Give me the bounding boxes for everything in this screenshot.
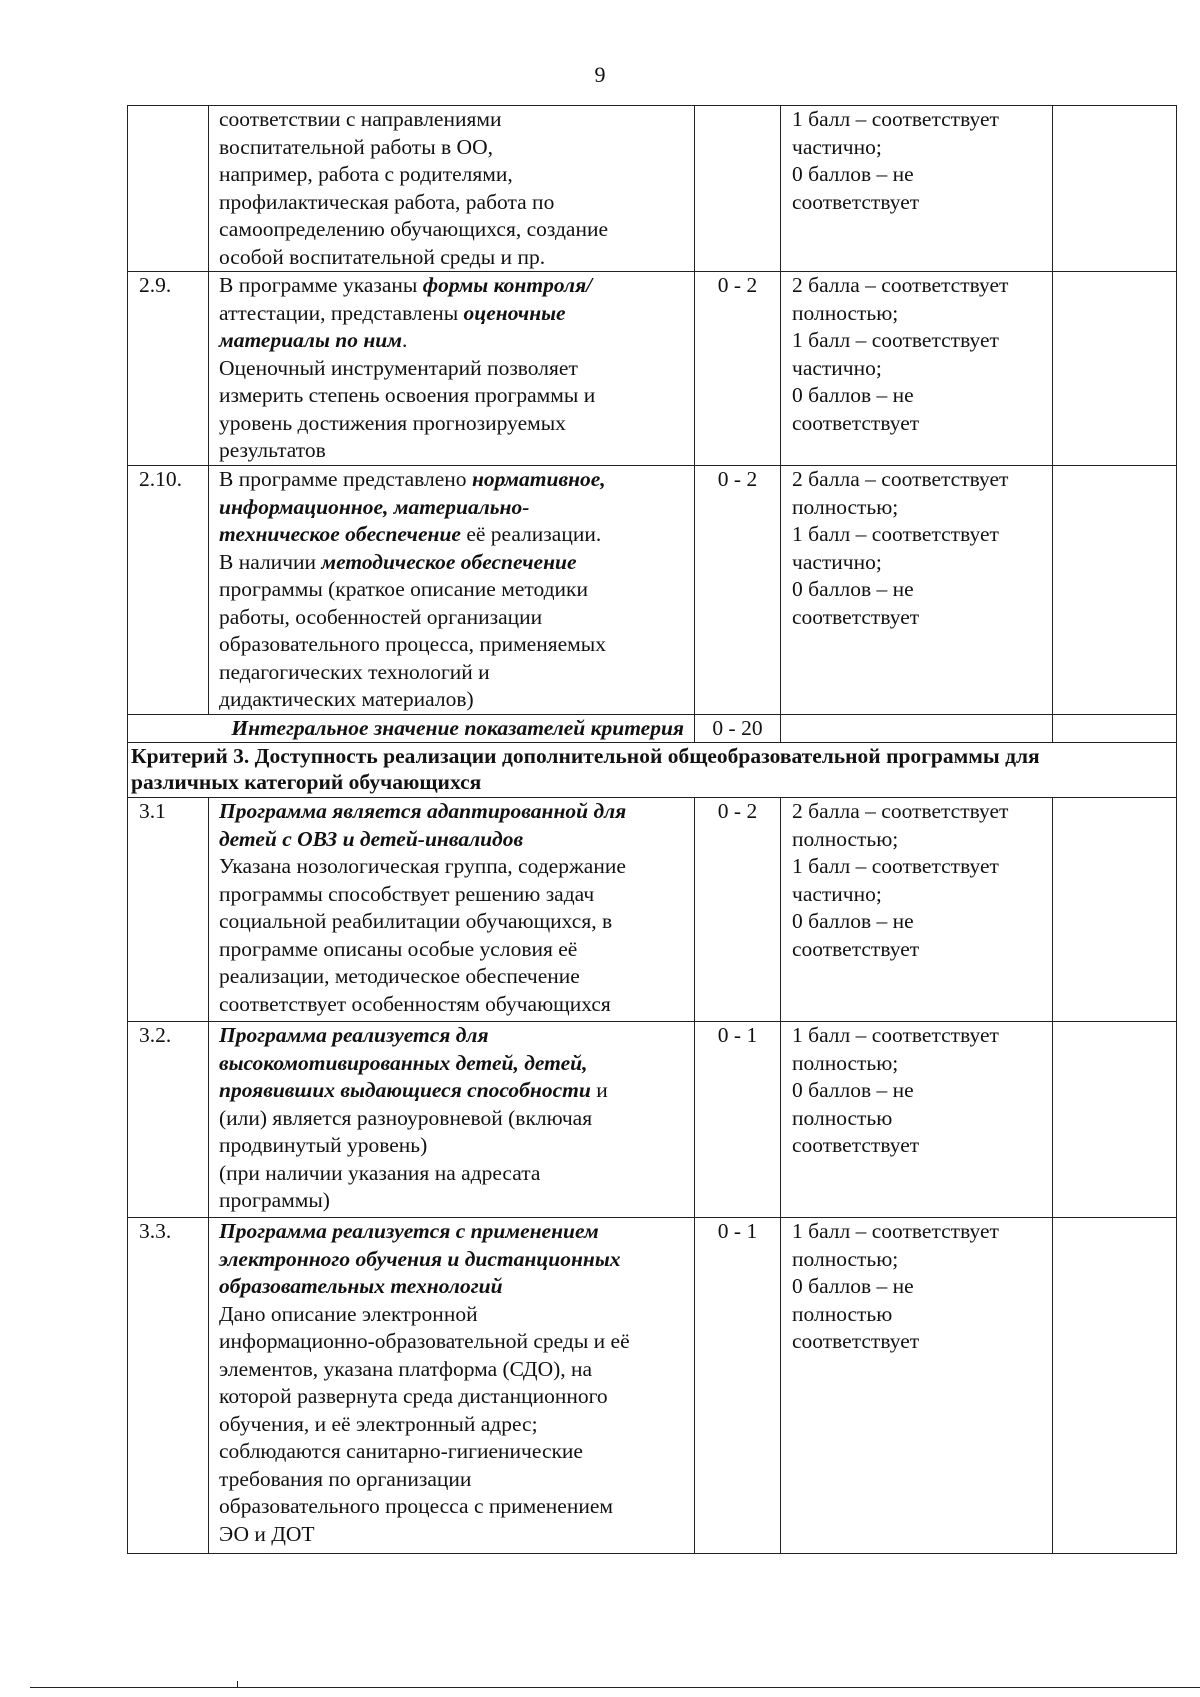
text-run: В наличии (219, 549, 322, 574)
row-number-cell: 3.1 (128, 798, 209, 1022)
section-heading (128, 743, 1177, 798)
emphasis-text: проявивших выдающиеся способности (219, 1078, 591, 1102)
criteria-line: 1 балл – соответствует (792, 854, 999, 878)
criteria-line: 2 балла – соответствует (792, 799, 1009, 823)
row-number-cell: 2.10. (128, 466, 209, 715)
criteria-line: 0 баллов – не (792, 1274, 914, 1298)
criteria-line: 1 балл – соответствует (792, 107, 999, 131)
text-run: её реализации. (460, 522, 602, 546)
row-number-cell: 3.2. (128, 1022, 209, 1218)
expert-score-cell (1053, 1022, 1177, 1218)
page-number: 9 (594, 62, 606, 87)
criteria-line: соответствует (792, 1329, 920, 1353)
table-row (128, 1218, 1177, 1554)
criteria-line: соответствует (792, 189, 920, 214)
description-line: детей с ОВЗ и детей-инвалидов (219, 826, 524, 851)
description-line: Дано описание электронной (219, 1301, 478, 1326)
criteria-line: частично; (792, 881, 882, 906)
section-header-row (128, 743, 1177, 798)
total-row (128, 714, 1177, 743)
indicator-description (209, 798, 695, 1022)
emphasis-text: оценочные (463, 300, 566, 325)
description-line (219, 272, 684, 300)
criteria-line: 2 балла – соответствует (792, 273, 1009, 297)
description-line (219, 327, 684, 355)
score-range (695, 106, 781, 272)
section-heading-line: Критерий 3. Доступность реализации дополнительной общеобразовательной программы для (131, 744, 1040, 768)
criteria-line: соответствует (792, 604, 920, 629)
description-line (219, 549, 684, 577)
description-line: особой воспитательной среды и пр. (219, 244, 546, 269)
description-line: продвинутый уровень) (219, 1133, 428, 1157)
table-row (128, 466, 1177, 715)
description-line: ЭО и ДОТ (219, 1521, 315, 1546)
criteria-line: 2 балла – соответствует (792, 467, 1009, 491)
description-line: (или) является разноуровневой (включая (219, 1105, 593, 1130)
description-line: Оценочный инструментарий позволяет (219, 355, 578, 380)
emphasis-text: нормативное, (471, 467, 606, 491)
total-score-range: 0 - 20 (695, 714, 781, 743)
description-line: реализации, методическое обеспечение (219, 964, 580, 988)
evaluation-table (127, 105, 1177, 1554)
description-line: Указана нозологическая группа, содержание (219, 854, 626, 878)
emphasis-text: техническое обеспечение (219, 522, 461, 546)
criteria-line: 1 балл – соответствует (792, 1023, 999, 1047)
scoring-criteria (781, 466, 1053, 715)
description-line: Программа реализуется для (219, 1023, 489, 1047)
criteria-line: частично; (792, 355, 882, 380)
footer-rule (30, 1687, 1200, 1688)
description-line: работы, особенностей организации (219, 604, 543, 629)
description-line: Программа является адаптированной для (219, 799, 627, 823)
text-run: В программе указаны (219, 273, 423, 297)
criteria-line: 1 балл – соответствует (792, 328, 999, 352)
text-run: и (590, 1078, 608, 1102)
description-line: соответствии с направлениями (219, 107, 502, 131)
emphasis-text: материалы по ним (219, 328, 402, 352)
indicator-description (209, 466, 695, 715)
section-heading-line: различных категорий обучающихся (131, 770, 482, 794)
text-run: аттестации, представлены (219, 300, 464, 325)
indicator-description (209, 1218, 695, 1554)
emphasis-text: методическое обеспечение (321, 549, 577, 574)
score-range: 0 - 2 (695, 798, 781, 1022)
description-line: программы) (219, 1188, 330, 1212)
table-row (128, 272, 1177, 466)
description-line: электронного обучения и дистанционных (219, 1246, 621, 1271)
indicator-description (209, 272, 695, 466)
description-line: информационное, материально- (219, 494, 530, 519)
description-line: например, работа с родителями, (219, 162, 513, 186)
criteria-line: 0 баллов – не (792, 577, 914, 601)
criteria-line: соответствует (792, 1133, 920, 1157)
criteria-line: полностью; (792, 300, 899, 325)
expert-score-cell (1053, 272, 1177, 466)
criteria-line: 0 баллов – не (792, 1078, 914, 1102)
table-row (128, 1022, 1177, 1218)
score-range: 0 - 2 (695, 272, 781, 466)
description-line: профилактическая работа, работа по (219, 189, 555, 214)
criteria-line: полностью (792, 1301, 893, 1326)
indicator-description (209, 106, 695, 272)
expert-score-cell (1053, 1218, 1177, 1554)
criteria-line: 0 баллов – не (792, 909, 914, 933)
description-line: информационно-образовательной среды и её (219, 1329, 630, 1353)
criteria-line: соответствует (792, 936, 920, 961)
description-line: программы способствует решению задач (219, 881, 595, 906)
description-line (219, 1077, 684, 1105)
expert-score-cell (1053, 466, 1177, 715)
row-number-cell: 3.3. (128, 1218, 209, 1554)
description-line: программе описаны особые условия её (219, 936, 578, 961)
criteria-line: 0 баллов – не (792, 162, 914, 186)
expert-score-cell (1053, 106, 1177, 272)
indicator-description (209, 1022, 695, 1218)
row-number-cell: 2.9. (128, 272, 209, 466)
scoring-criteria (781, 798, 1053, 1022)
criteria-line: частично; (792, 549, 882, 574)
description-line: результатов (219, 438, 326, 462)
description-line: уровень достижения прогнозируемых (219, 410, 566, 435)
scoring-criteria (781, 272, 1053, 466)
description-line: (при наличии указания на адресата (219, 1160, 541, 1185)
description-line (219, 466, 684, 494)
criteria-line: полностью; (792, 1050, 899, 1075)
criteria-line: полностью (792, 1105, 893, 1130)
score-range: 0 - 1 (695, 1218, 781, 1554)
description-line: элементов, указана платформа (СДО), на (219, 1356, 593, 1381)
scoring-criteria (781, 1218, 1053, 1554)
table-row (128, 798, 1177, 1022)
score-range: 0 - 2 (695, 466, 781, 715)
description-line: которой развернута среда дистанционного (219, 1384, 608, 1408)
row-number-cell (128, 106, 209, 272)
total-label: Интегральное значение показателей критерия (128, 714, 695, 743)
description-line: высокомотивированных детей, детей, (219, 1050, 588, 1075)
emphasis-text: формы контроля/ (422, 273, 593, 297)
description-line: образовательного процесса с применением (219, 1494, 613, 1518)
description-line: социальной реабилитации обучающихся, в (219, 909, 613, 933)
score-range: 0 - 1 (695, 1022, 781, 1218)
description-line (219, 521, 684, 549)
table-row (128, 106, 1177, 272)
criteria-line: полностью; (792, 826, 899, 851)
criteria-line: 1 балл – соответствует (792, 522, 999, 546)
description-line: требования по организации (219, 1466, 472, 1491)
description-line (219, 300, 684, 328)
text-run: . (401, 328, 408, 352)
scoring-criteria (781, 106, 1053, 272)
description-line: измерить степень освоения программы и (219, 383, 596, 407)
criteria-line: полностью; (792, 494, 899, 519)
total-criteria-cell (781, 714, 1053, 743)
expert-score-cell (1053, 798, 1177, 1022)
description-line: дидактических материалов) (219, 687, 474, 711)
criteria-line: частично; (792, 134, 882, 159)
scoring-criteria (781, 1022, 1053, 1218)
description-line: образовательных технологий (219, 1274, 503, 1298)
description-line: педагогических технологий и (219, 659, 490, 684)
description-line: программы (краткое описание методики (219, 577, 588, 601)
text-run: В программе представлено (219, 467, 472, 491)
description-line: самоопределению обучающихся, создание (219, 217, 609, 241)
criteria-line: 0 баллов – не (792, 383, 914, 407)
description-line: образовательного процесса, применяемых (219, 632, 606, 656)
description-line: соответствует особенностям обучающихся (219, 991, 611, 1016)
footer-tick (237, 1681, 238, 1688)
description-line: соблюдаются санитарно-гигиенические (219, 1439, 583, 1463)
criteria-line: соответствует (792, 410, 920, 435)
description-line: воспитательной работы в ОО, (219, 134, 493, 159)
description-line: обучения, и её электронный адрес; (219, 1411, 538, 1436)
description-line: Программа реализуется с применением (219, 1219, 599, 1243)
expert-score-cell (1053, 714, 1177, 743)
criteria-line: полностью; (792, 1246, 899, 1271)
criteria-line: 1 балл – соответствует (792, 1219, 999, 1243)
